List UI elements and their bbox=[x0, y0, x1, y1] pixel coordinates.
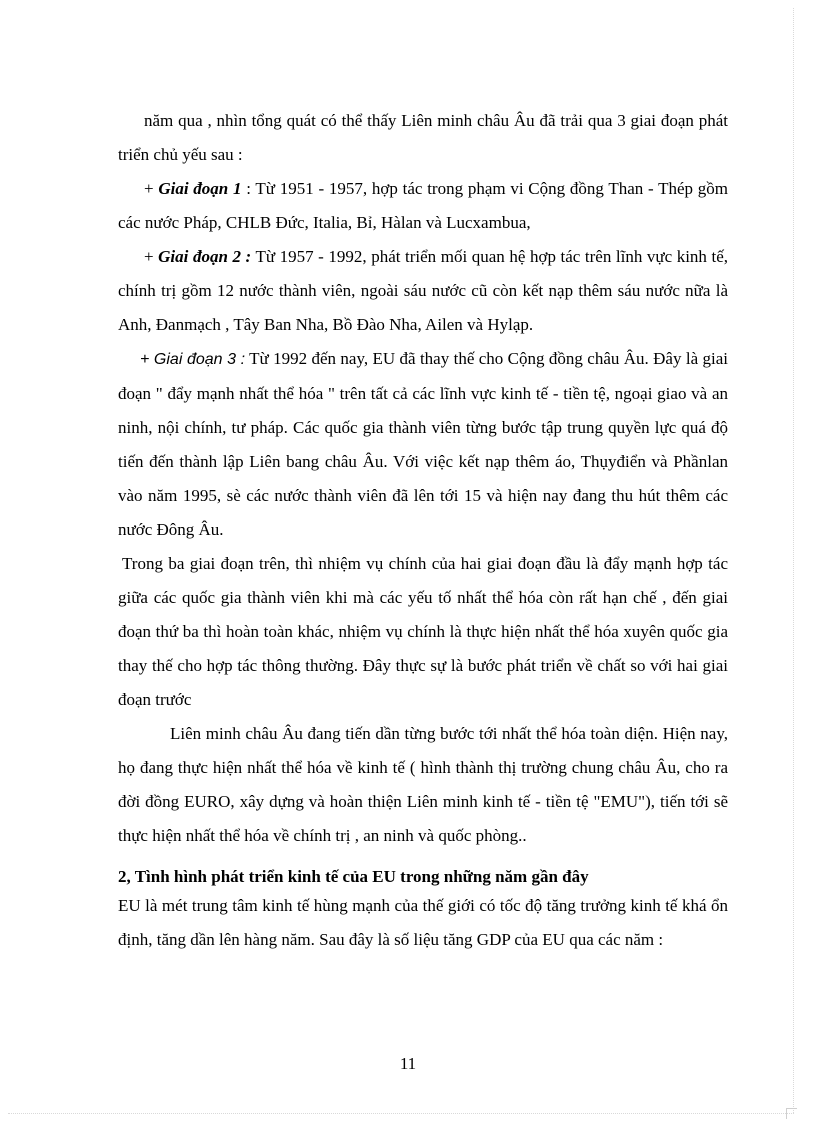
phase-2-label: Giai đoạn 2 : bbox=[158, 247, 252, 266]
phase-2-bullet: + bbox=[144, 247, 159, 266]
phase-1-text: Từ 1951 - 1957, hợp tác trong phạm vi Cộng đồng Than - Thép gồm các nước Pháp, CHLB Đức, Italia, Bỉ, Hàlan và Lucxambua, bbox=[118, 179, 728, 232]
gdp-intro-paragraph: EU là mét trung tâm kinh tế hùng mạnh của thế giới có tốc độ tăng trưởng kinh tế khá ổn định, tăng dần lên hàng năm. Sau đây là số liệu tăng GDP của EU qua các năm : bbox=[118, 896, 728, 949]
page-border-right bbox=[793, 8, 794, 1113]
phase-3-text: Từ 1992 đến nay, EU đã thay thế cho Cộng đồng châu Âu. Đây là giai đoạn " đẩy mạnh nhất thể hóa " trên tất cả các lĩnh vực kinh tế - tiền tệ, ngoại giao và an ninh, nội chính, tư pháp. Các quốc gia thành viên từng bước tập trung quyền lực quá độ tiến đến thành lập Liên bang châu Âu. Với việc kết nạp thêm áo, Thụyđiển và Phầnlan vào năm 1995, sè các nước thành viên đã lên tới 15 và hiện nay đang thu hút thêm các nước Đông Âu. bbox=[118, 349, 728, 539]
page-border-bottom bbox=[8, 1113, 794, 1114]
page-number: 11 bbox=[399, 1054, 417, 1073]
phase-1-label: Giai đoạn 1 bbox=[158, 179, 242, 198]
phase-3-paragraph bbox=[118, 342, 728, 547]
phase-2-paragraph bbox=[118, 240, 728, 342]
page-corner-mark bbox=[786, 1108, 797, 1119]
phase-2-text: Từ 1957 - 1992, phát triển mối quan hệ hợp tác trên lĩnh vực kinh tế, chính trị gồm 12 nước thành viên, ngoài sáu nước cũ còn kết nạp thêm sáu nước nữa là Anh, Đanmạch , Tây Ban Nha, Bồ Đào Nha, Ailen và Hylạp. bbox=[118, 247, 729, 334]
document-body bbox=[118, 104, 728, 957]
phase-1-paragraph bbox=[118, 172, 728, 240]
section-heading: 2, Tình hình phát triển kinh tế của EU trong những năm gần đây bbox=[118, 867, 589, 886]
integration-paragraph: Liên minh châu Âu đang tiến dần từng bước tới nhất thể hóa toàn diện. Hiện nay, họ đang thực hiện nhất thể hóa về kinh tế ( hình thành thị trường chung châu Âu, cho ra đời đồng EURO, xây dựng và hoàn thiện Liên minh kinh tế - tiền tệ "EMU"), tiến tới sẽ thực hiện nhất thể hóa về chính trị , an ninh và quốc phòng.. bbox=[118, 724, 728, 845]
comparison-paragraph: Trong ba giai đoạn trên, thì nhiệm vụ chính của hai giai đoạn đầu là đẩy mạnh hợp tác giữa các quốc gia thành viên khi mà các yếu tố nhất thể hóa còn rất hạn chế , đến giai đoạn thứ ba thì hoàn toàn khác, nhiệm vụ chính là thực hiện nhất thể hóa xuyên quốc gia thay thế cho hợp tác thông thường. Đây thực sự là bước phát triển về chất so với hai giai đoạn trước bbox=[118, 554, 728, 709]
phase-1-separator: : bbox=[241, 179, 256, 198]
intro-paragraph: năm qua , nhìn tổng quát có thể thấy Liên minh châu Âu đã trải qua 3 giai đoạn phát triển chủ yếu sau : bbox=[118, 111, 728, 164]
phase-3-label: + Giai đoạn 3 : bbox=[140, 351, 246, 368]
phase-1-bullet: + bbox=[144, 179, 159, 198]
